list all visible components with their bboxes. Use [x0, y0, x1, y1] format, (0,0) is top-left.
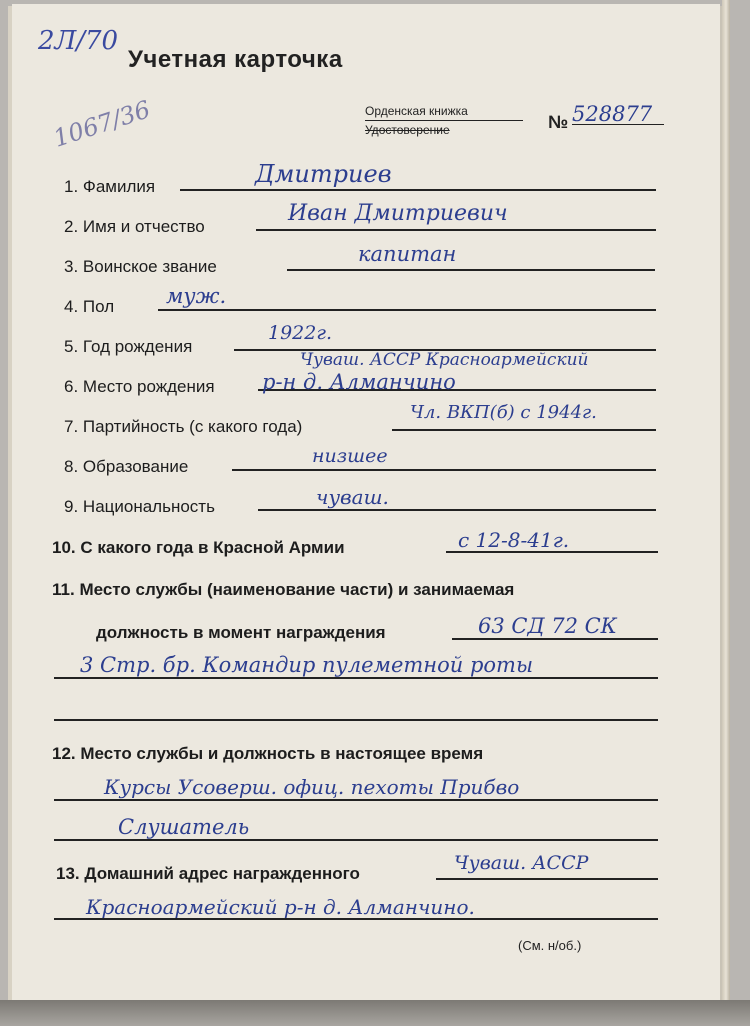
doc-type-struck: Удостоверение	[365, 123, 450, 137]
card-edge	[722, 0, 730, 1000]
field-11-label-line1: 11. Место службы (наименование части) и занимаемая	[52, 580, 515, 599]
number-underline	[572, 124, 664, 125]
field-12-value-2: Слушатель	[118, 815, 250, 839]
field-7-value: Чл. ВКП(б) с 1944г.	[410, 402, 597, 423]
field-11-value: 63 СД 72 СК	[478, 614, 617, 638]
footnote: (См. н/об.)	[518, 938, 582, 953]
field-13-label: 13. Домашний адрес награжденного	[56, 864, 360, 883]
number-value: 528877	[572, 102, 653, 126]
field-12-line	[54, 799, 658, 801]
field-8-line	[232, 469, 656, 471]
field-11-line	[452, 638, 658, 640]
field-3-line	[287, 269, 655, 271]
field-4-value: муж.	[166, 284, 227, 308]
field-7-label: 7. Партийность (с какого года)	[64, 417, 303, 436]
corner-note-top: 2Л/70	[38, 26, 119, 56]
field-3-value: капитан	[358, 242, 457, 266]
field-11-line-3	[54, 719, 658, 721]
field-6-label: 6. Место рождения	[64, 377, 215, 396]
doc-type-line	[365, 120, 523, 121]
field-5-label: 5. Год рождения	[64, 337, 193, 356]
field-3-label: 3. Воинское звание	[64, 257, 217, 276]
field-13-line	[436, 878, 658, 880]
field-13-value: Чуваш. АССР	[454, 852, 589, 874]
field-4-line	[158, 309, 656, 311]
field-2-value: Иван Дмитриевич	[288, 201, 508, 226]
field-9-value: чуваш.	[316, 485, 389, 509]
field-9-line	[258, 509, 656, 511]
field-1-line	[180, 189, 656, 191]
field-13-value-2: Красноармейский р-н д. Алманчино.	[86, 895, 475, 919]
field-1-value: Дмитриев	[255, 160, 392, 188]
card-title: Учетная карточка	[128, 46, 343, 73]
field-10-label: 10. С какого года в Красной Армии	[52, 538, 345, 557]
field-10-value: с 12-8-41г.	[458, 528, 570, 552]
field-5-value: 1922г.	[268, 322, 332, 344]
corner-note-left: 1067/36	[50, 95, 154, 153]
field-6-value: р-н д. Алманчино	[262, 370, 456, 394]
field-4-label: 4. Пол	[64, 297, 115, 316]
field-8-label: 8. Образование	[64, 457, 189, 476]
field-12-line-2	[54, 839, 658, 841]
field-11-line-2	[54, 677, 658, 679]
field-9-label: 9. Национальность	[64, 497, 215, 516]
field-11-value-2: 3 Стр. бр. Командир пулеметной роты	[80, 653, 534, 677]
field-1-label: 1. Фамилия	[64, 177, 156, 196]
field-8-value: низшее	[312, 445, 388, 467]
field-13-line-2	[54, 918, 658, 920]
table-surface	[0, 1000, 750, 1026]
field-7-line	[392, 429, 656, 431]
field-2-label: 2. Имя и отчество	[64, 217, 205, 236]
field-6-value-top: Чуваш. АССР Красноармейский	[300, 350, 589, 370]
field-2-line	[256, 229, 656, 231]
doc-type-printed: Орденская книжка	[365, 104, 468, 118]
field-11-label-line2: должность в момент награждения	[96, 623, 386, 642]
field-12-label: 12. Место службы и должность в настоящее время	[52, 744, 484, 763]
number-label: №	[548, 112, 569, 132]
field-12-value: Курсы Усоверш. офиц. пехоты Прибво	[104, 775, 520, 799]
